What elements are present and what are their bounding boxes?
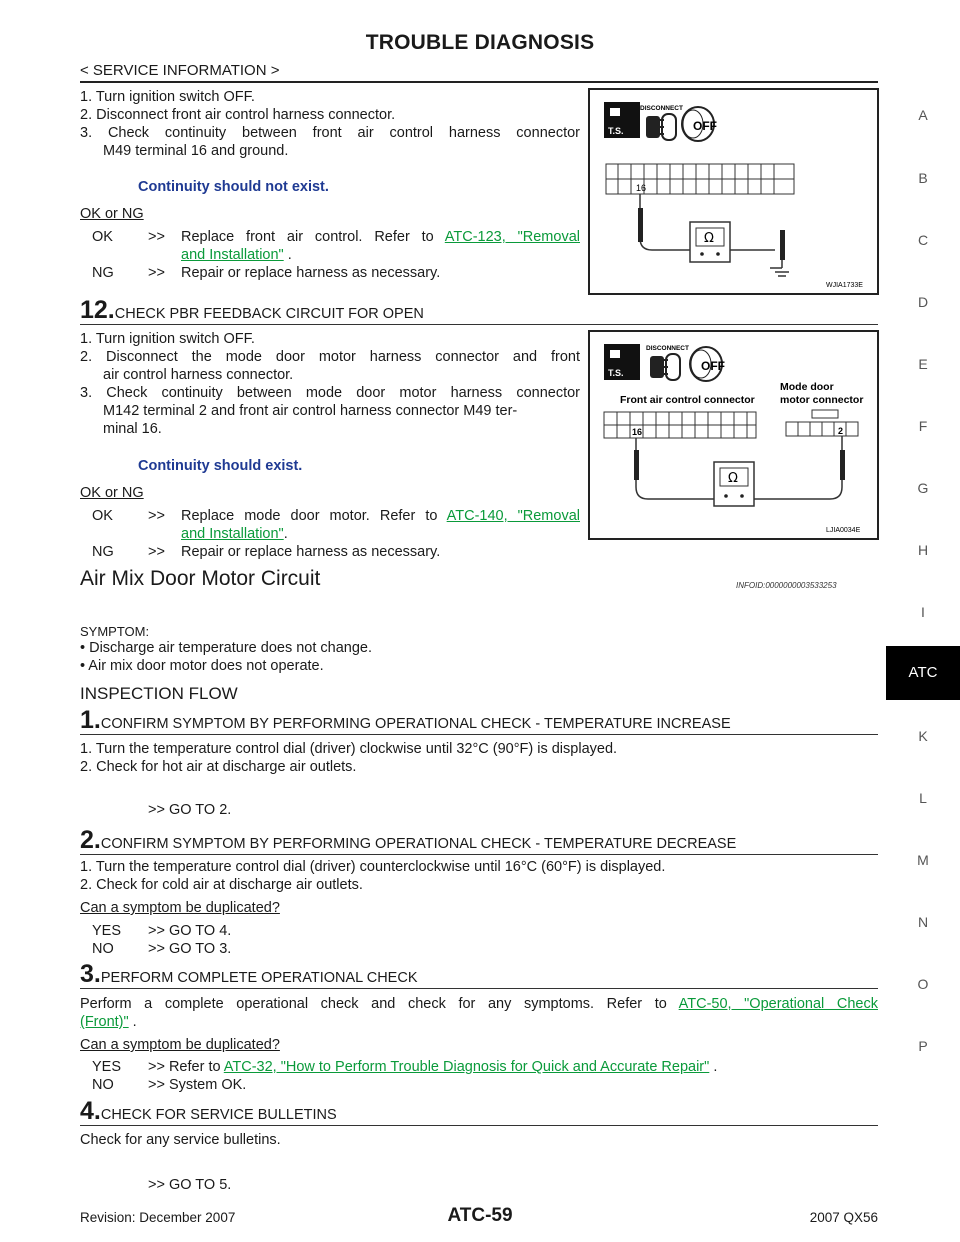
step3-link[interactable]: ATC-50, "Operational Check — [678, 996, 878, 1012]
step4-text: Check for any service bulletins. — [80, 1132, 281, 1148]
side-index-a[interactable]: A — [918, 107, 928, 123]
front-air-connector-grid — [604, 412, 756, 438]
step1-goto: >> GO TO 2. — [148, 802, 232, 818]
block11-ng-arrow: >> — [148, 265, 165, 281]
figure2-code: LJIA0034E — [826, 527, 861, 534]
step12-ng-text: Repair or replace harness as necessary. — [181, 544, 441, 560]
harness-connector-grid — [606, 164, 794, 194]
page-subtitle: < SERVICE INFORMATION > — [80, 62, 280, 79]
disconnect-connector-icon — [646, 114, 676, 140]
step3-number: 3. — [80, 960, 101, 988]
figure-ljia0034e — [588, 330, 879, 540]
side-index-h[interactable]: H — [917, 542, 929, 558]
step4-number: 4. — [80, 1097, 101, 1125]
step12-steps — [80, 330, 580, 438]
step2-question: Can a symptom be duplicated? — [80, 900, 280, 916]
side-index-m[interactable]: M — [917, 852, 929, 868]
mode-door-label: Mode door — [780, 381, 834, 393]
step3-heading — [80, 960, 418, 989]
off-label: OFF — [693, 119, 717, 133]
section-title: Air Mix Door Motor Circuit — [80, 567, 321, 590]
step3-yes-tail: . — [709, 1059, 718, 1075]
side-index-b[interactable]: B — [918, 170, 928, 186]
step12-rule — [80, 324, 878, 325]
step12-ok-link-cont[interactable]: and Installation" — [181, 526, 284, 542]
step2-step: 2. Check for cold air at discharge air outlets. — [80, 877, 363, 893]
step12-ok-arrow: >> — [148, 508, 165, 524]
step3-link-cont[interactable]: (Front)" — [80, 1014, 129, 1030]
step4-rule — [80, 1125, 878, 1126]
mode-door-connector-grid — [786, 410, 858, 436]
step12-step: minal 16. — [103, 421, 162, 437]
step3-yes-line — [148, 1058, 717, 1076]
block11-steps — [80, 88, 580, 160]
block11-ok-ng: OK or NG — [80, 206, 144, 222]
step1-step: 1. Turn the temperature control dial (driver) clockwise until 32°C (90°F) is displayed. — [80, 741, 618, 757]
block11-spec: Continuity should not exist. — [138, 179, 329, 195]
figure2-svg — [590, 332, 877, 538]
step2-steps — [80, 858, 665, 894]
block11-ok-link[interactable]: ATC-123, "Removal — [444, 229, 580, 245]
block11-step: 3. Check continuity between front air control harness connector — [80, 125, 580, 141]
step2-title: CONFIRM SYMPTOM BY PERFORMING OPERATIONAL CHECK - TEMPERATURE DECREASE — [100, 836, 737, 852]
side-index-i[interactable]: I — [921, 604, 925, 620]
terminal-16-label: 16 — [636, 183, 647, 193]
step12-step: 2. Disconnect the mode door motor harness connector and front — [80, 349, 580, 365]
step3-yes-link[interactable]: ATC-32, "How to Perform Trouble Diagnosis for Quick and Accurate Repair" — [223, 1059, 710, 1075]
side-index-atc-active[interactable]: ATC — [886, 646, 960, 700]
front-air-control-label: Front air control connector — [620, 394, 755, 406]
disconnect-connector-icon — [650, 354, 680, 380]
step1-steps — [80, 740, 617, 776]
ground-symbol — [770, 230, 789, 276]
step2-no-key: NO — [92, 941, 114, 957]
inspection-flow-title: INSPECTION FLOW — [80, 684, 238, 703]
step3-text-line — [80, 995, 878, 1013]
block11-ok-text: Replace front air control. Refer to — [181, 229, 434, 245]
page-title: TROUBLE DIAGNOSIS — [365, 31, 595, 54]
off-label: OFF — [701, 359, 725, 373]
step12-step: air control harness connector. — [103, 367, 294, 383]
figure1-svg — [590, 90, 877, 293]
step1-title: CONFIRM SYMPTOM BY PERFORMING OPERATIONAL CHECK - TEMPERATURE INCREASE — [100, 716, 731, 732]
step2-number: 2. — [80, 826, 101, 854]
step3-yes-key: YES — [92, 1059, 122, 1075]
step3-text: Perform a complete operational check and check for any symptoms. Refer to — [80, 996, 667, 1012]
ohm-symbol: Ω — [704, 231, 714, 246]
step3-question: Can a symptom be duplicated? — [80, 1037, 280, 1053]
step2-yes: >> GO TO 4. — [148, 923, 232, 939]
step12-ok-key: OK — [92, 508, 113, 524]
step12-ok-link[interactable]: ATC-140, "Removal — [446, 508, 580, 524]
probe-a — [634, 450, 639, 480]
block11-ng-text: Repair or replace harness as necessary. — [181, 265, 441, 281]
probe-b — [840, 450, 845, 480]
step12-ok-text: Replace mode door motor. Refer to — [181, 508, 438, 524]
side-index-f[interactable]: F — [918, 418, 928, 434]
block11-ok-line2 — [181, 246, 292, 264]
symptom-item: • Air mix door motor does not operate. — [80, 658, 324, 674]
step4-heading — [80, 1097, 337, 1126]
terminal-16-label: 16 — [632, 427, 643, 437]
step3-tail: . — [128, 1014, 137, 1030]
block11-ok-link-cont[interactable]: and Installation" — [181, 247, 284, 263]
side-index-p[interactable]: P — [918, 1038, 928, 1054]
mode-door-connector-label: motor connector — [780, 394, 864, 406]
step2-rule — [80, 854, 878, 855]
probe-a — [638, 208, 643, 242]
step12-ok-line — [181, 507, 580, 525]
footer-page-number: ATC-59 — [447, 1205, 513, 1226]
step12-ok-line2 — [181, 525, 288, 543]
header-rule — [80, 81, 878, 83]
side-index-k[interactable]: K — [918, 728, 928, 744]
step4-title: CHECK FOR SERVICE BULLETINS — [100, 1107, 337, 1123]
step1-number: 1. — [80, 706, 101, 734]
disconnect-label: DISCONNECT — [640, 105, 683, 112]
footer-model: 2007 QX56 — [809, 1210, 878, 1225]
side-index-c[interactable]: C — [917, 232, 929, 248]
step3-no: >> System OK. — [148, 1077, 247, 1093]
figure-wjia1733e — [588, 88, 879, 295]
step12-ng-arrow: >> — [148, 544, 165, 560]
step12-number: 12. — [80, 296, 115, 324]
block11-step: M49 terminal 16 and ground. — [103, 143, 289, 159]
block11-ng-key: NG — [92, 265, 114, 281]
ts-label: T.S. — [608, 126, 624, 136]
step1-rule — [80, 734, 878, 735]
step3-yes-text: >> Refer to — [148, 1059, 221, 1075]
step12-title: CHECK PBR FEEDBACK CIRCUIT FOR OPEN — [114, 306, 424, 322]
block11-ok-key: OK — [92, 229, 113, 245]
probe-b — [780, 230, 785, 260]
block11-ok-tail: . — [283, 247, 292, 263]
step12-step: 1. Turn ignition switch OFF. — [80, 331, 255, 347]
step12-spec: Continuity should exist. — [138, 458, 303, 474]
side-index-o[interactable]: O — [917, 976, 929, 992]
terminal-2-label: 2 — [838, 426, 844, 436]
step2-no: >> GO TO 3. — [148, 941, 232, 957]
ts-label: T.S. — [608, 368, 624, 378]
step1-step: 2. Check for hot air at discharge air outlets. — [80, 759, 357, 775]
step1-heading — [80, 706, 731, 735]
step12-ok-ng: OK or NG — [80, 485, 144, 501]
disconnect-label: DISCONNECT — [646, 345, 689, 352]
symptom-item: • Discharge air temperature does not change. — [80, 640, 373, 656]
block11-step: 2. Disconnect front air control harness connector. — [80, 107, 396, 123]
side-index-g[interactable]: G — [917, 480, 929, 496]
ignition-off-icon — [690, 347, 725, 381]
step3-no-key: NO — [92, 1077, 114, 1093]
ohm-symbol: Ω — [728, 471, 738, 486]
step3-rule — [80, 988, 878, 989]
block11-step: 1. Turn ignition switch OFF. — [80, 89, 255, 105]
side-index-l[interactable]: L — [919, 790, 927, 806]
step2-step: 1. Turn the temperature control dial (driver) counterclockwise until 16°C (60°F) is displayed. — [80, 859, 666, 875]
side-index-e[interactable]: E — [918, 356, 928, 372]
figure1-code: WJIA1733E — [826, 282, 863, 289]
footer-revision: Revision: December 2007 — [80, 1210, 236, 1225]
block11-ok-line — [181, 228, 580, 246]
block11-ok-arrow: >> — [148, 229, 165, 245]
step3-text-line2 — [80, 1013, 137, 1031]
step3-title: PERFORM COMPLETE OPERATIONAL CHECK — [100, 970, 418, 986]
step12-heading — [80, 296, 424, 325]
step4-goto: >> GO TO 5. — [148, 1177, 232, 1193]
step2-yes-key: YES — [92, 923, 122, 939]
side-index-d[interactable]: D — [917, 294, 929, 310]
ignition-off-icon — [682, 107, 717, 141]
side-index-n[interactable]: N — [917, 914, 929, 930]
symptom-label: SYMPTOM: — [80, 624, 150, 639]
step12-ng-key: NG — [92, 544, 114, 560]
step12-step: 3. Check continuity between mode door motor harness connector — [80, 385, 580, 401]
step2-heading — [80, 826, 736, 855]
step12-ok-tail: . — [283, 526, 288, 542]
section-infoid: INFOID:0000000003533253 — [736, 581, 837, 590]
step12-step: M142 terminal 2 and front air control harness connector M49 ter- — [103, 403, 518, 419]
symptom-list — [80, 639, 372, 675]
